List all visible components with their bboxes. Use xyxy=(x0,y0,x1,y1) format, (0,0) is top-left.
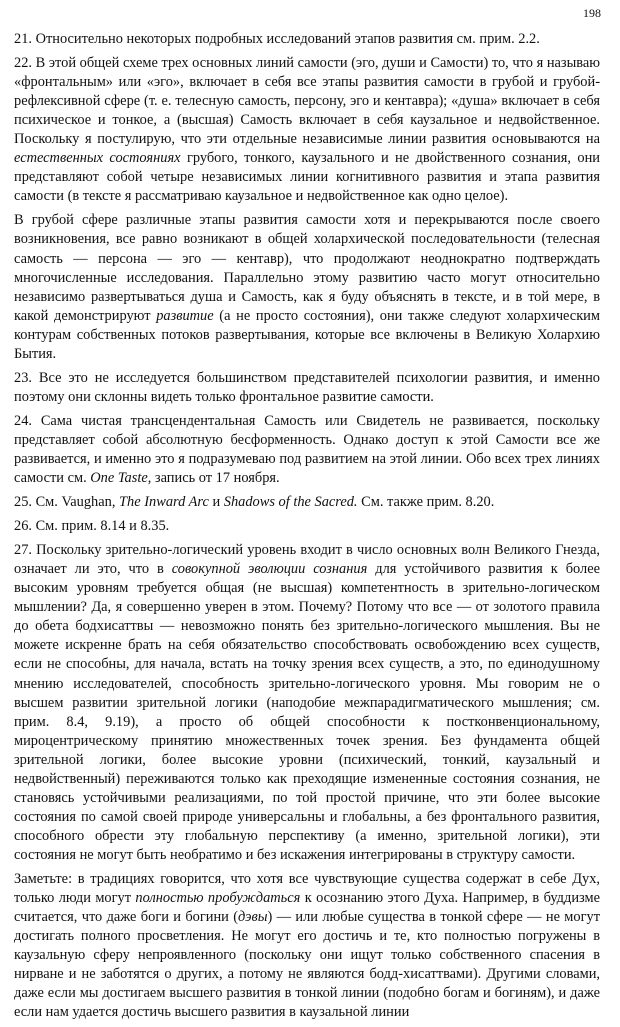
italic-text: The Inward Arc xyxy=(119,494,209,511)
text-run: ) — или любые существа в тонкой сфере — не могут достигать полного просветления. Не могут его достичь и те, кто полностью погружены в каузальную сферу непроявленного (поскольку они ищут только собственного спасения в нирване и не заботятся о других, а потому не являются бодд-хисаттвами). Другими словами, даже если мы достигаем высшего развития в тонкой линии (подобно богам и богиням), и даже если нам удается достичь высшего развития в каузальной линии xyxy=(14,909,600,1021)
note-paragraph-n24 xyxy=(14,412,600,488)
text-run: 23. Все это не исследуется большинством представителей психологии развития, и именно поэтому они склонны видеть только фронтальное развитие самости. xyxy=(14,369,600,405)
text-run: Заметьте: в традициях говорится, что хотя все чувствующие существа содержат в себе Дух, только люди могут xyxy=(14,870,600,907)
note-paragraph-n27b xyxy=(14,870,600,1022)
text-run: 25. См. Vaughan, xyxy=(14,494,120,511)
text-run: 27. Поскольку зрительно-логический уровень входит в число основных волн Великого Гнезда, означает ли это, что в xyxy=(14,542,600,578)
text-run: к осознанию этого Духа. Например, в буддизме считается, что даже боги и богини ( xyxy=(14,890,600,926)
text-run: для устойчивого развития к более высоким уровням требуется общая (не высшая) компетентность в зрительно-логическом мышлении? Да, я совершенно уверен в этом. Почему? Потому что все — от золотого правила до обета бодхисаттвы — невозможно понять без зрительно-логического мышления. Вы не можете искренне брать на себя обязательство способствовать освобождению всех существ, если не способны, для начала, встать на точку зрения всех существ, а это, по единодушному мнению исследователей, способность зрительно-логического уровня. Мы говорим не о высшем развитии зрительной логики (наподобие межпарадигматического мышления; см. прим. 8.4, 9.19), а просто об общей способности к постконвенциональному, мироцентрическому принятию множественных точек зрения. Без фундамента общей зрительной логики, более высокие уровни (психический, тонкий, каузальный и недвойственный) переживаются только как преходящие измененные состояния сознания, не становясь устойчивыми реализациями, по той простой причине, что эти более высокие состояния по самой своей природе универсальны и глобальны, а без фронтального развития, способного обрести эту глобальную перспективу (а именно, зрительной логики), эти состояния не могут быть необратимо и без искажения интегрированы в структуру самости. xyxy=(14,561,600,863)
page-number: 198 xyxy=(583,6,601,20)
note-paragraph-n22b xyxy=(14,211,600,363)
text-run: См. также прим. 8.20. xyxy=(357,494,495,511)
italic-text: Shadows of the Sacred. xyxy=(223,494,358,511)
italic-text: полностью пробуждаться xyxy=(135,890,301,907)
italic-text: совокупной эволюции сознания xyxy=(171,561,368,578)
text-run: грубого, тонкого, каузального и не двойственного сознания, они представляют собой четыре независимых линии когнитивного развития и этапа развития самости (в тексте я рассматриваю каузальное и недвойственное как одно целое). xyxy=(14,150,600,205)
italic-text: дэвы xyxy=(238,909,268,926)
note-paragraph-n27 xyxy=(14,541,600,865)
italic-text: One Taste xyxy=(90,470,148,487)
italic-text: естественных состояниях xyxy=(14,150,181,167)
text-run: и xyxy=(208,494,224,511)
note-paragraph-n26 xyxy=(14,517,600,536)
text-run: , запись от 17 ноября. xyxy=(147,470,280,487)
note-paragraph-n21 xyxy=(14,30,600,49)
note-paragraph-n23 xyxy=(14,369,600,407)
text-run: 24. Сама чистая трансцендентальная Самость или Свидетель не развивается, поскольку представляет собой абсолютную бесформенность. Однако доступ к этой Самости все же развивается, и именно это я подразумеваю под развитием на этой линии. Обо всех трех линиях самости см. xyxy=(14,412,600,487)
italic-text: развитие xyxy=(156,307,214,324)
note-paragraph-n25 xyxy=(14,493,600,512)
text-run: В грубой сфере различные этапы развития самости хотя и перекрываются после своего возникновения, все равно возникают в общей холархической последовательности (телесная самость — персона — эго — кентавр), что продолжают неоднократно подтверждать многочисленные исследования. Параллельно этому развитию часто могут относительно независимо развертываться душа и Самость, как я буду объяснять в тексте, и в той мере, в какой демонстрируют xyxy=(14,212,600,324)
text-run: 26. См. прим. 8.14 и 8.35. xyxy=(14,518,170,535)
text-run: 21. Относительно некоторых подробных исследований этапов развития см. прим. 2.2. xyxy=(14,31,540,47)
text-run: 22. В этой общей схеме трех основных линий самости (эго, души и Самости) то, что я называю «фронтальным» или «эго», включает в себя все этапы развития самости в грубой и грубой-рефлексивной сфере (т. е. телесную самость, персону, эго и кентавра); «душа» включает в себя психическое и тонкое, а (высшая) Самость включает в себя каузальное и недвойственное. Поскольку я постулирую, что эти отдельные независимые линии развития основываются на xyxy=(14,55,600,148)
note-paragraph-n22 xyxy=(14,54,600,206)
notes-body xyxy=(14,30,600,1027)
text-run: (а не просто состояния), они также следуют холархическим контурам собственных потоков развертывания, которые все включены в Великую Холархию Бытия. xyxy=(14,307,600,362)
